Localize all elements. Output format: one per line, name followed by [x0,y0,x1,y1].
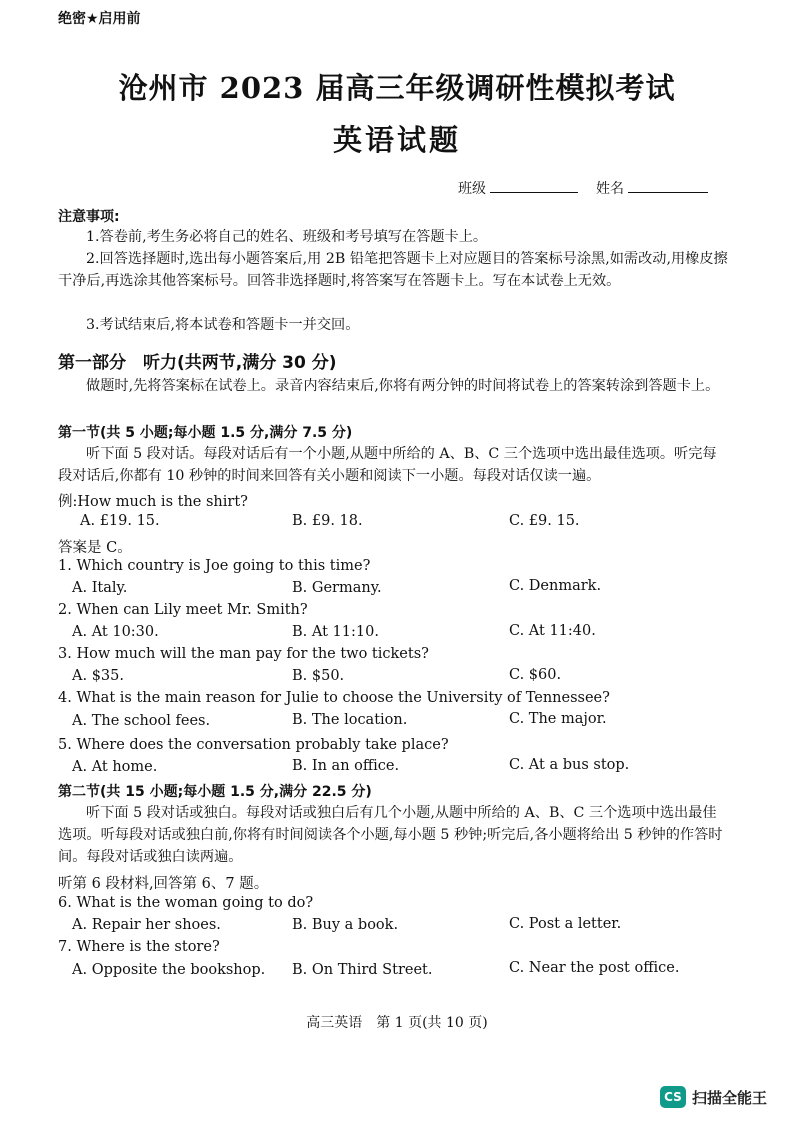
q6-option-b: B. Buy a book. [292,917,399,933]
question-1: 1. Which country is Joe going to this time? [58,558,371,574]
class-label: 班级 [458,181,486,197]
q6-option-c: C. Post a letter. [509,916,622,932]
example-option-a: A. £19. 15. [80,513,160,529]
q2-option-b: B. At 11:10. [292,624,379,640]
q7-option-b: B. On Third Street. [292,962,433,978]
q5-option-b: B. In an office. [292,758,400,774]
name-label: 姓名 [596,181,624,197]
q2-option-c: C. At 11:40. [509,623,596,639]
camscanner-icon: CS [660,1086,686,1108]
q5-option-a: A. At home. [72,759,158,775]
q1-option-c: C. Denmark. [509,578,602,594]
q4-option-c: C. The major. [509,711,607,727]
notice-heading: 注意事项: [58,209,120,225]
example-option-c: C. £9. 15. [509,513,580,529]
class-blank [490,178,578,193]
q4-option-a: A. The school fees. [72,713,211,729]
q4-option-b: B. The location. [292,712,408,728]
q2-option-a: A. At 10:30. [72,624,159,640]
section1-heading: 第一节(共 5 小题;每小题 1.5 分,满分 7.5 分) [58,425,353,441]
part1-intro: 做题时,先将答案标在试卷上。录音内容结束后,你将有两分钟的时间将试卷上的答案转涂到答题卡上。 [86,378,720,394]
question-5: 5. Where does the conversation probably take place? [58,737,449,753]
question-3: 3. How much will the man pay for the two tickets? [58,646,429,662]
material-note: 听第 6 段材料,回答第 6、7 题。 [58,876,269,892]
q3-option-c: C. $60. [509,667,562,683]
example-answer: 答案是 C。 [58,540,132,556]
q7-option-a: A. Opposite the bookshop. [72,962,266,978]
notice-item-3: 3.考试结束后,将本试卷和答题卡一并交回。 [86,317,360,333]
scanner-watermark [660,1086,767,1108]
question-2: 2. When can Lily meet Mr. Smith? [58,602,308,618]
notice-item-2: 2.回答选择题时,选出每小题答案后,用 2B 铅笔把答题卡上对应题目的答案标号涂黑,如需改动,用橡皮擦干净后,再选涂其他答案标号。回答非选择题时,将答案写在答题卡上。写在本试卷上无效。 [58,251,728,289]
page-footer: 高三英语 第 1 页(共 10 页) [306,1015,488,1031]
question-4: 4. What is the main reason for Julie to choose the University of Tennessee? [58,690,610,706]
example-question: 例:How much is the shirt? [58,494,248,510]
q1-option-a: A. Italy. [72,580,128,596]
q6-option-a: A. Repair her shoes. [72,917,221,933]
question-6: 6. What is the woman going to do? [58,895,314,911]
confidential-label: 绝密★启用前 [58,11,141,27]
section2-instructions: 听下面 5 段对话或独白。每段对话或独白后有几个小题,从题中所给的 A、B、C 三个选项中选出最佳选项。听每段对话或独白前,你将有时间阅读各个小题,每小题 5 秒钟;听完后,各小题将给出 5 秒钟的作答时间。每段对话或独白读两遍。 [58,805,723,865]
q3-option-a: A. $35. [72,668,124,684]
section2-heading: 第二节(共 15 小题;每小题 1.5 分,满分 22.5 分) [58,784,372,800]
exam-title: 沧州市 2023 届高三年级调研性模拟考试 [118,71,676,105]
q3-option-b: B. $50. [292,668,345,684]
q7-option-c: C. Near the post office. [509,960,680,976]
question-7: 7. Where is the store? [58,939,220,955]
example-option-b: B. £9. 18. [292,513,363,529]
notice-item-1: 1.答卷前,考生务必将自己的姓名、班级和考号填写在答题卡上。 [86,229,488,245]
q1-option-b: B. Germany. [292,580,382,596]
q5-option-c: C. At a bus stop. [509,757,630,773]
class-name-line [458,178,708,198]
part1-heading: 第一部分 听力(共两节,满分 30 分) [58,353,337,373]
scanner-logo-text: 扫描全能王 [692,1088,768,1107]
section1-instructions: 听下面 5 段对话。每段对话后有一个小题,从题中所给的 A、B、C 三个选项中选出最佳选项。听完每段对话后,你都有 10 秒钟的时间来回答有关小题和阅读下一小题。每段对话仅读一遍。 [58,446,717,484]
exam-subtitle: 英语试题 [332,123,461,157]
name-blank [628,178,708,193]
